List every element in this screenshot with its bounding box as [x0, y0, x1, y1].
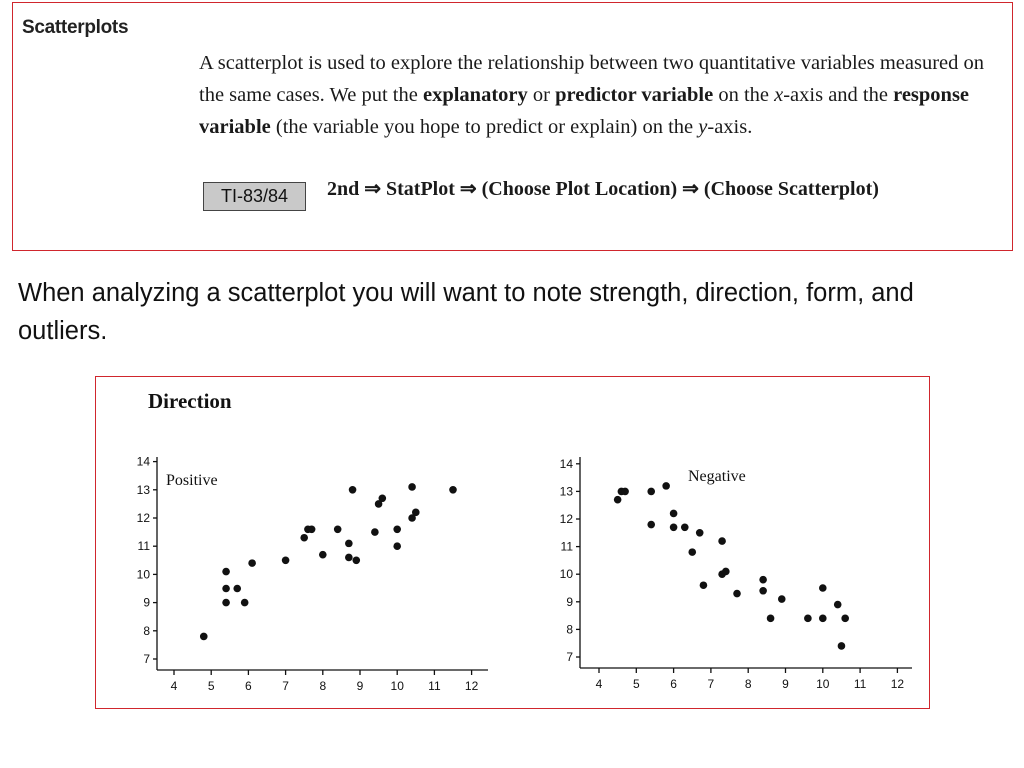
negative-x-tick-label: 7 — [707, 677, 715, 691]
direction-figure — [95, 376, 930, 709]
positive-x-tick-label: 9 — [356, 679, 364, 693]
definition-text-2: or — [532, 84, 550, 106]
positive-x-tick-label: 6 — [245, 679, 252, 693]
negative-y-tick-label: 12 — [559, 512, 573, 526]
negative-data-point — [700, 581, 708, 589]
negative-data-point — [759, 587, 767, 595]
negative-data-point — [647, 488, 655, 496]
calculator-label: TI-83/84 — [203, 182, 306, 211]
term-response-variable: response variable — [199, 84, 970, 138]
negative-data-point — [681, 523, 689, 531]
negative-data-point — [614, 496, 622, 504]
negative-y-tick-label: 8 — [566, 622, 573, 637]
negative-x-tick-label: 10 — [816, 677, 830, 691]
negative-data-point — [767, 615, 775, 623]
negative-data-point — [670, 510, 678, 518]
x-variable: x — [774, 84, 784, 106]
negative-y-tick-label: 11 — [560, 539, 573, 554]
definition-text-1: A scatterplot is used to explore the relationship between two quantitative variables measured on the same cases. We put the — [199, 52, 985, 106]
negative-y-tick-label: 9 — [566, 594, 573, 609]
negative-data-point — [819, 615, 827, 623]
negative-x-tick-label: 9 — [782, 677, 789, 691]
calculator-steps: 2nd ⇒ StatPlot ⇒ (Choose Plot Location) ⇒ (Choose Scatterplot) — [327, 178, 879, 200]
positive-x-tick-label: 5 — [207, 679, 215, 693]
negative-x-tick-label: 4 — [595, 677, 603, 691]
analysis-note: When analyzing a scatterplot you will want to note strength, direction, form, and outliers. — [18, 279, 914, 345]
positive-x-tick-label: 7 — [282, 679, 289, 693]
negative-y-tick-label: 10 — [559, 567, 573, 582]
negative-data-point — [718, 537, 726, 545]
negative-data-point — [696, 529, 704, 537]
positive-y-tick-label: 13 — [136, 482, 150, 497]
positive-y-tick-label: 11 — [137, 539, 150, 554]
negative-data-point — [688, 548, 696, 556]
negative-data-point — [804, 615, 812, 623]
section-heading: Scatterplots — [22, 17, 129, 38]
definition-text-3: on the — [718, 84, 769, 106]
negative-data-point — [722, 568, 730, 576]
negative-x-tick-label: 5 — [632, 677, 640, 691]
negative-x-tick-label: 12 — [890, 677, 905, 691]
negative-data-point — [778, 595, 786, 603]
negative-data-point — [834, 601, 842, 609]
positive-x-tick-label: 8 — [319, 679, 327, 693]
negative-plot-title: Negative — [688, 468, 746, 485]
negative-data-point — [759, 576, 767, 584]
negative-y-tick-label: 7 — [566, 650, 573, 664]
negative-scatterplot — [96, 377, 929, 708]
positive-x-tick-label: 4 — [170, 679, 178, 693]
definition-box — [12, 2, 1013, 251]
negative-data-point — [647, 521, 655, 529]
positive-x-tick-label: 10 — [390, 679, 404, 693]
positive-y-tick-label: 12 — [136, 511, 150, 525]
definition-paragraph — [199, 47, 989, 143]
positive-plot-title: Positive — [166, 472, 218, 489]
positive-y-tick-label: 7 — [143, 652, 150, 666]
negative-data-point — [733, 590, 741, 598]
term-explanatory: explanatory — [422, 84, 528, 106]
positive-y-tick-label: 14 — [136, 454, 150, 469]
negative-x-tick-label: 11 — [853, 677, 867, 691]
negative-y-tick-label: 14 — [559, 456, 573, 471]
negative-data-point — [621, 488, 629, 496]
term-predictor-variable: predictor variable — [555, 84, 714, 106]
positive-x-tick-label: 12 — [464, 679, 479, 693]
negative-y-tick-label: 13 — [559, 484, 573, 499]
negative-data-point — [819, 584, 827, 592]
figure-title: Direction — [148, 389, 232, 413]
negative-data-point — [841, 615, 849, 623]
negative-x-tick-label: 6 — [670, 677, 677, 691]
positive-y-tick-label: 9 — [143, 595, 150, 610]
positive-y-tick-label: 10 — [136, 567, 150, 582]
negative-data-point — [838, 642, 846, 650]
definition-text-6: -axis. — [707, 116, 753, 138]
y-variable: y — [698, 116, 708, 138]
definition-text-4: -axis and the — [783, 84, 888, 106]
negative-x-tick-label: 8 — [744, 677, 752, 691]
positive-y-tick-label: 8 — [143, 623, 150, 638]
negative-data-point — [662, 482, 670, 490]
positive-x-tick-label: 11 — [428, 679, 441, 693]
definition-text-5: (the variable you hope to predict or explain) on the — [275, 116, 694, 138]
negative-data-point — [670, 523, 678, 531]
